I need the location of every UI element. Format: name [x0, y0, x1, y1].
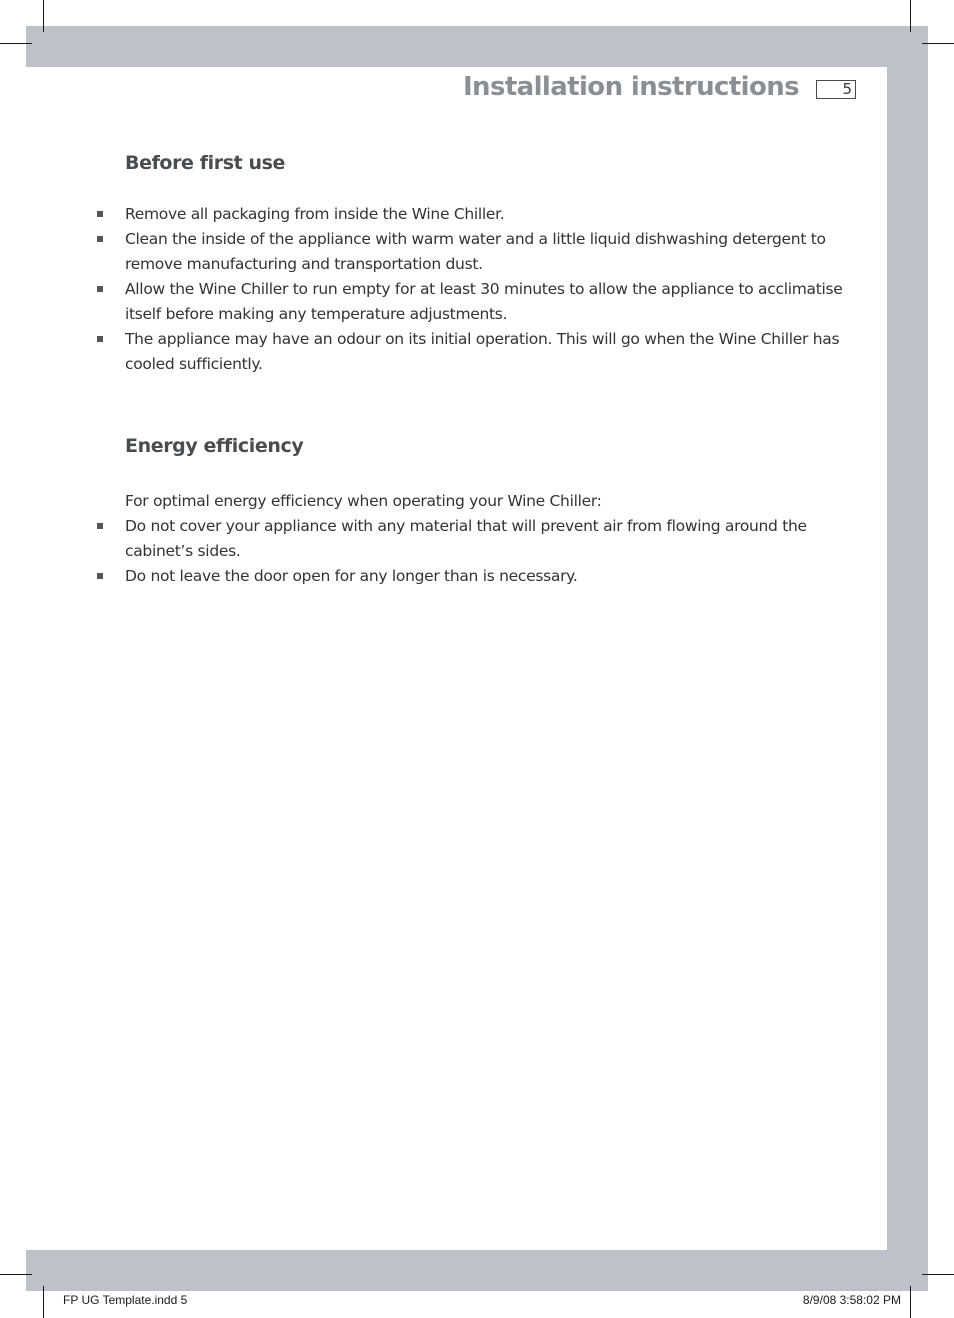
bullet-square-icon: [97, 236, 103, 242]
list-item: The appliance may have an odour on its initial operation. This will go when the Wine Chiller has cooled sufficiently.: [0, 327, 865, 377]
bullet-square-icon: [97, 286, 103, 292]
bullet-square-icon: [97, 573, 103, 579]
list-item: Clean the inside of the appliance with warm water and a little liquid dishwashing detergent to remove manufacturing and transportation dust.: [0, 227, 865, 277]
list-item: Allow the Wine Chiller to run empty for at least 30 minutes to allow the appliance to acclimatise itself before making any temperature adjustments.: [0, 277, 865, 327]
crop-mark-bottom-right-horizontal: [922, 1274, 954, 1275]
crop-mark-top-right-horizontal: [922, 43, 954, 44]
bottom-band: [26, 1250, 928, 1291]
before-first-use-list: [0, 202, 865, 377]
list-item: Do not leave the door open for any longer than is necessary.: [0, 564, 865, 589]
list-item: Remove all packaging from inside the Wine Chiller.: [0, 202, 865, 227]
bullet-square-icon: [97, 211, 103, 217]
section-title-energy-efficiency: Energy efficiency: [125, 435, 304, 457]
bullet-square-icon: [97, 523, 103, 529]
right-band: [887, 26, 928, 1291]
crop-mark-top-left-horizontal: [0, 43, 32, 44]
page-number: 5: [816, 80, 856, 99]
bullet-square-icon: [97, 336, 103, 342]
crop-mark-bottom-left-vertical: [43, 1286, 44, 1318]
slug-timestamp: 8/9/08 3:58:02 PM: [802, 1293, 901, 1307]
crop-mark-bottom-left-horizontal: [0, 1274, 32, 1275]
top-band: [26, 26, 928, 67]
page-title: Installation instructions: [462, 72, 799, 102]
crop-mark-bottom-right-vertical: [910, 1286, 911, 1318]
energy-efficiency-intro: For optimal energy efficiency when operating your Wine Chiller:: [125, 492, 602, 510]
crop-mark-top-right-vertical: [910, 0, 911, 32]
slug-file-name: FP UG Template.indd 5: [63, 1293, 188, 1307]
list-item: Do not cover your appliance with any material that will prevent air from flowing around the cabinet’s sides.: [0, 514, 865, 564]
crop-mark-top-left-vertical: [43, 0, 44, 32]
section-title-before-first-use: Before first use: [125, 152, 286, 174]
energy-efficiency-list: [0, 514, 865, 589]
